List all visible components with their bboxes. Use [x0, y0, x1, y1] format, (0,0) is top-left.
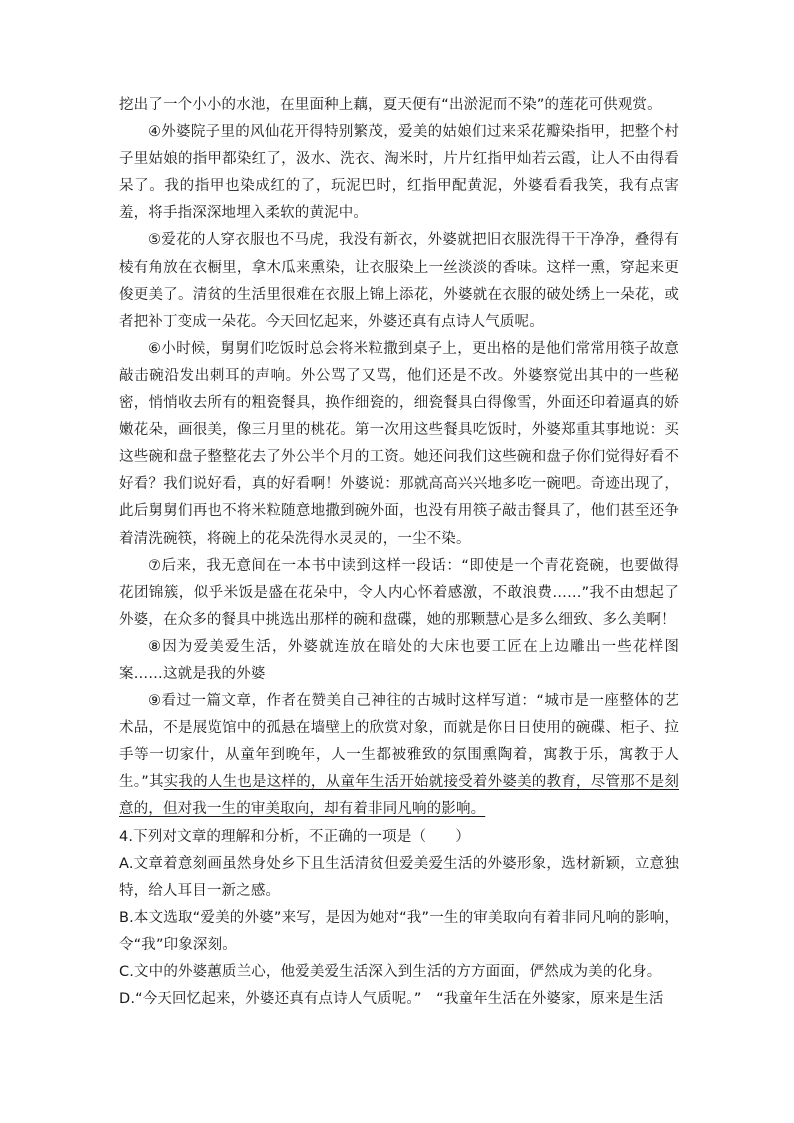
paragraph-9-text: ⑨看过一篇文章，作者在赞美自己神往的古城时这样写道：“城市是一座整体的艺术品，不是展览馆中的孤悬在墙壁上的欣赏对象，而就是你日日使用的碗碟、柜子、拉手等一切家什，从童年到晚年，人一生都被雅致的氛围熏陶着，寓教于乐，寓教于人生。”其	[119, 693, 679, 791]
option-a: A.文章着意刻画虽然身处乡下且生活清贫但爱美爱生活的外婆形象，选材新颖，立意独特，给人耳目一新之感。	[119, 855, 679, 899]
paragraph-8: ⑧因为爱美爱生活，外婆就连放在暗处的大床也要工匠在上边雕出一些花样图案……这就是我的外婆	[119, 638, 679, 682]
paragraph-6: ⑥小时候，舅舅们吃饭时总会将米粒撒到桌子上，更出格的是他们常常用筷子故意敲击碗沿发出刺耳的声响。外公骂了又骂，他们还是不改。外婆察觉出其中的一些秘密，悄悄收去所有的粗瓷餐具，换作细瓷的，细瓷餐具白得像雪，外面还印着逼真的娇嫩花朵，画很美，像三月里的桃花。第一次用这些餐具吃饭时，外婆郑重其事地说：买这些碗和盘子整整花去了外公半个月的工资。她还问我们这些碗和盘子你们觉得好看不好看？我们说好看，真的好看啊！外婆说：那就高高兴兴地多吃一碗吧。奇迹出现了，此后舅舅们再也不将米粒随意地撒到碗外面，也没有用筷子敲击餐具了，他们甚至还争着清洗碗筷，将碗上的花朵洗得水灵灵的，一尘不染。	[119, 340, 679, 547]
paragraph-continuation: 挖出了一个小小的水池，在里面种上藕，夏天便有“出淤泥而不染”的莲花可供观赏。	[119, 97, 662, 113]
paragraph-5: ⑤爱花的人穿衣服也不马虎，我没有新衣，外婆就把旧衣服洗得干干净净，叠得有棱有角放在衣橱里，拿木瓜来熏染，让衣服染上一丝淡淡的香味。这样一熏，穿起来更俊更美了。清贫的生活里很难在衣服上锦上添花，外婆就在衣服的破处绣上一朵花，或者把补丁变成一朵花。今天回忆起来，外婆还真有点诗人气质呢。	[119, 232, 679, 330]
document-body	[119, 92, 679, 1013]
option-b: B.本文选取“爱美的外婆”来写，是因为她对“我”一生的审美取向有着非同凡响的影响，令“我”印象深刻。	[119, 909, 679, 953]
question-stem: 4.下列对文章的理解和分析，不正确的一项是（ ）	[119, 828, 471, 845]
paragraph-7: ⑦后来，我无意间在一本书中读到这样一段话：“即使是一个青花瓷碗，也要做得花团锦簇，似乎米饭是盛在花朵中，令人内心怀着感激，不敢浪费……”我不由想起了外婆，在众多的餐具中挑选出那样的碗和盘碟，她的那颗慧心是多么细致、多么美啊！	[119, 557, 679, 628]
paragraph-9-underlined-text: 实我的人生也是这样的，从童年生活开始就接受着外婆美的教育，尽管那不是刻意的，但对我一生的审美取向，却有着非同凡响的影响。	[119, 774, 679, 818]
option-d: D.“今天回忆起来，外婆还真有点诗人气质呢。” “我童年生活在外婆家，原来是生活	[119, 991, 664, 1008]
paragraph-4: ④外婆院子里的风仙花开得特别繁茂，爱美的姑娘们过来采花瓣染指甲，把整个村子里姑娘的指甲都染红了，汲水、洗衣、淘米时，片片红指甲灿若云霞，让人不由得看呆了。我的指甲也染成红的了，玩泥巴时，红指甲配黄泥，外婆看看我笑，我有点害羞，将手指深深地埋入柔软的黄泥中。	[119, 124, 679, 222]
paragraph-9	[119, 688, 679, 823]
option-c: C.文中的外婆蕙质兰心，他爱美爱生活深入到生活的方方面面，俨然成为美的化身。	[119, 964, 662, 980]
